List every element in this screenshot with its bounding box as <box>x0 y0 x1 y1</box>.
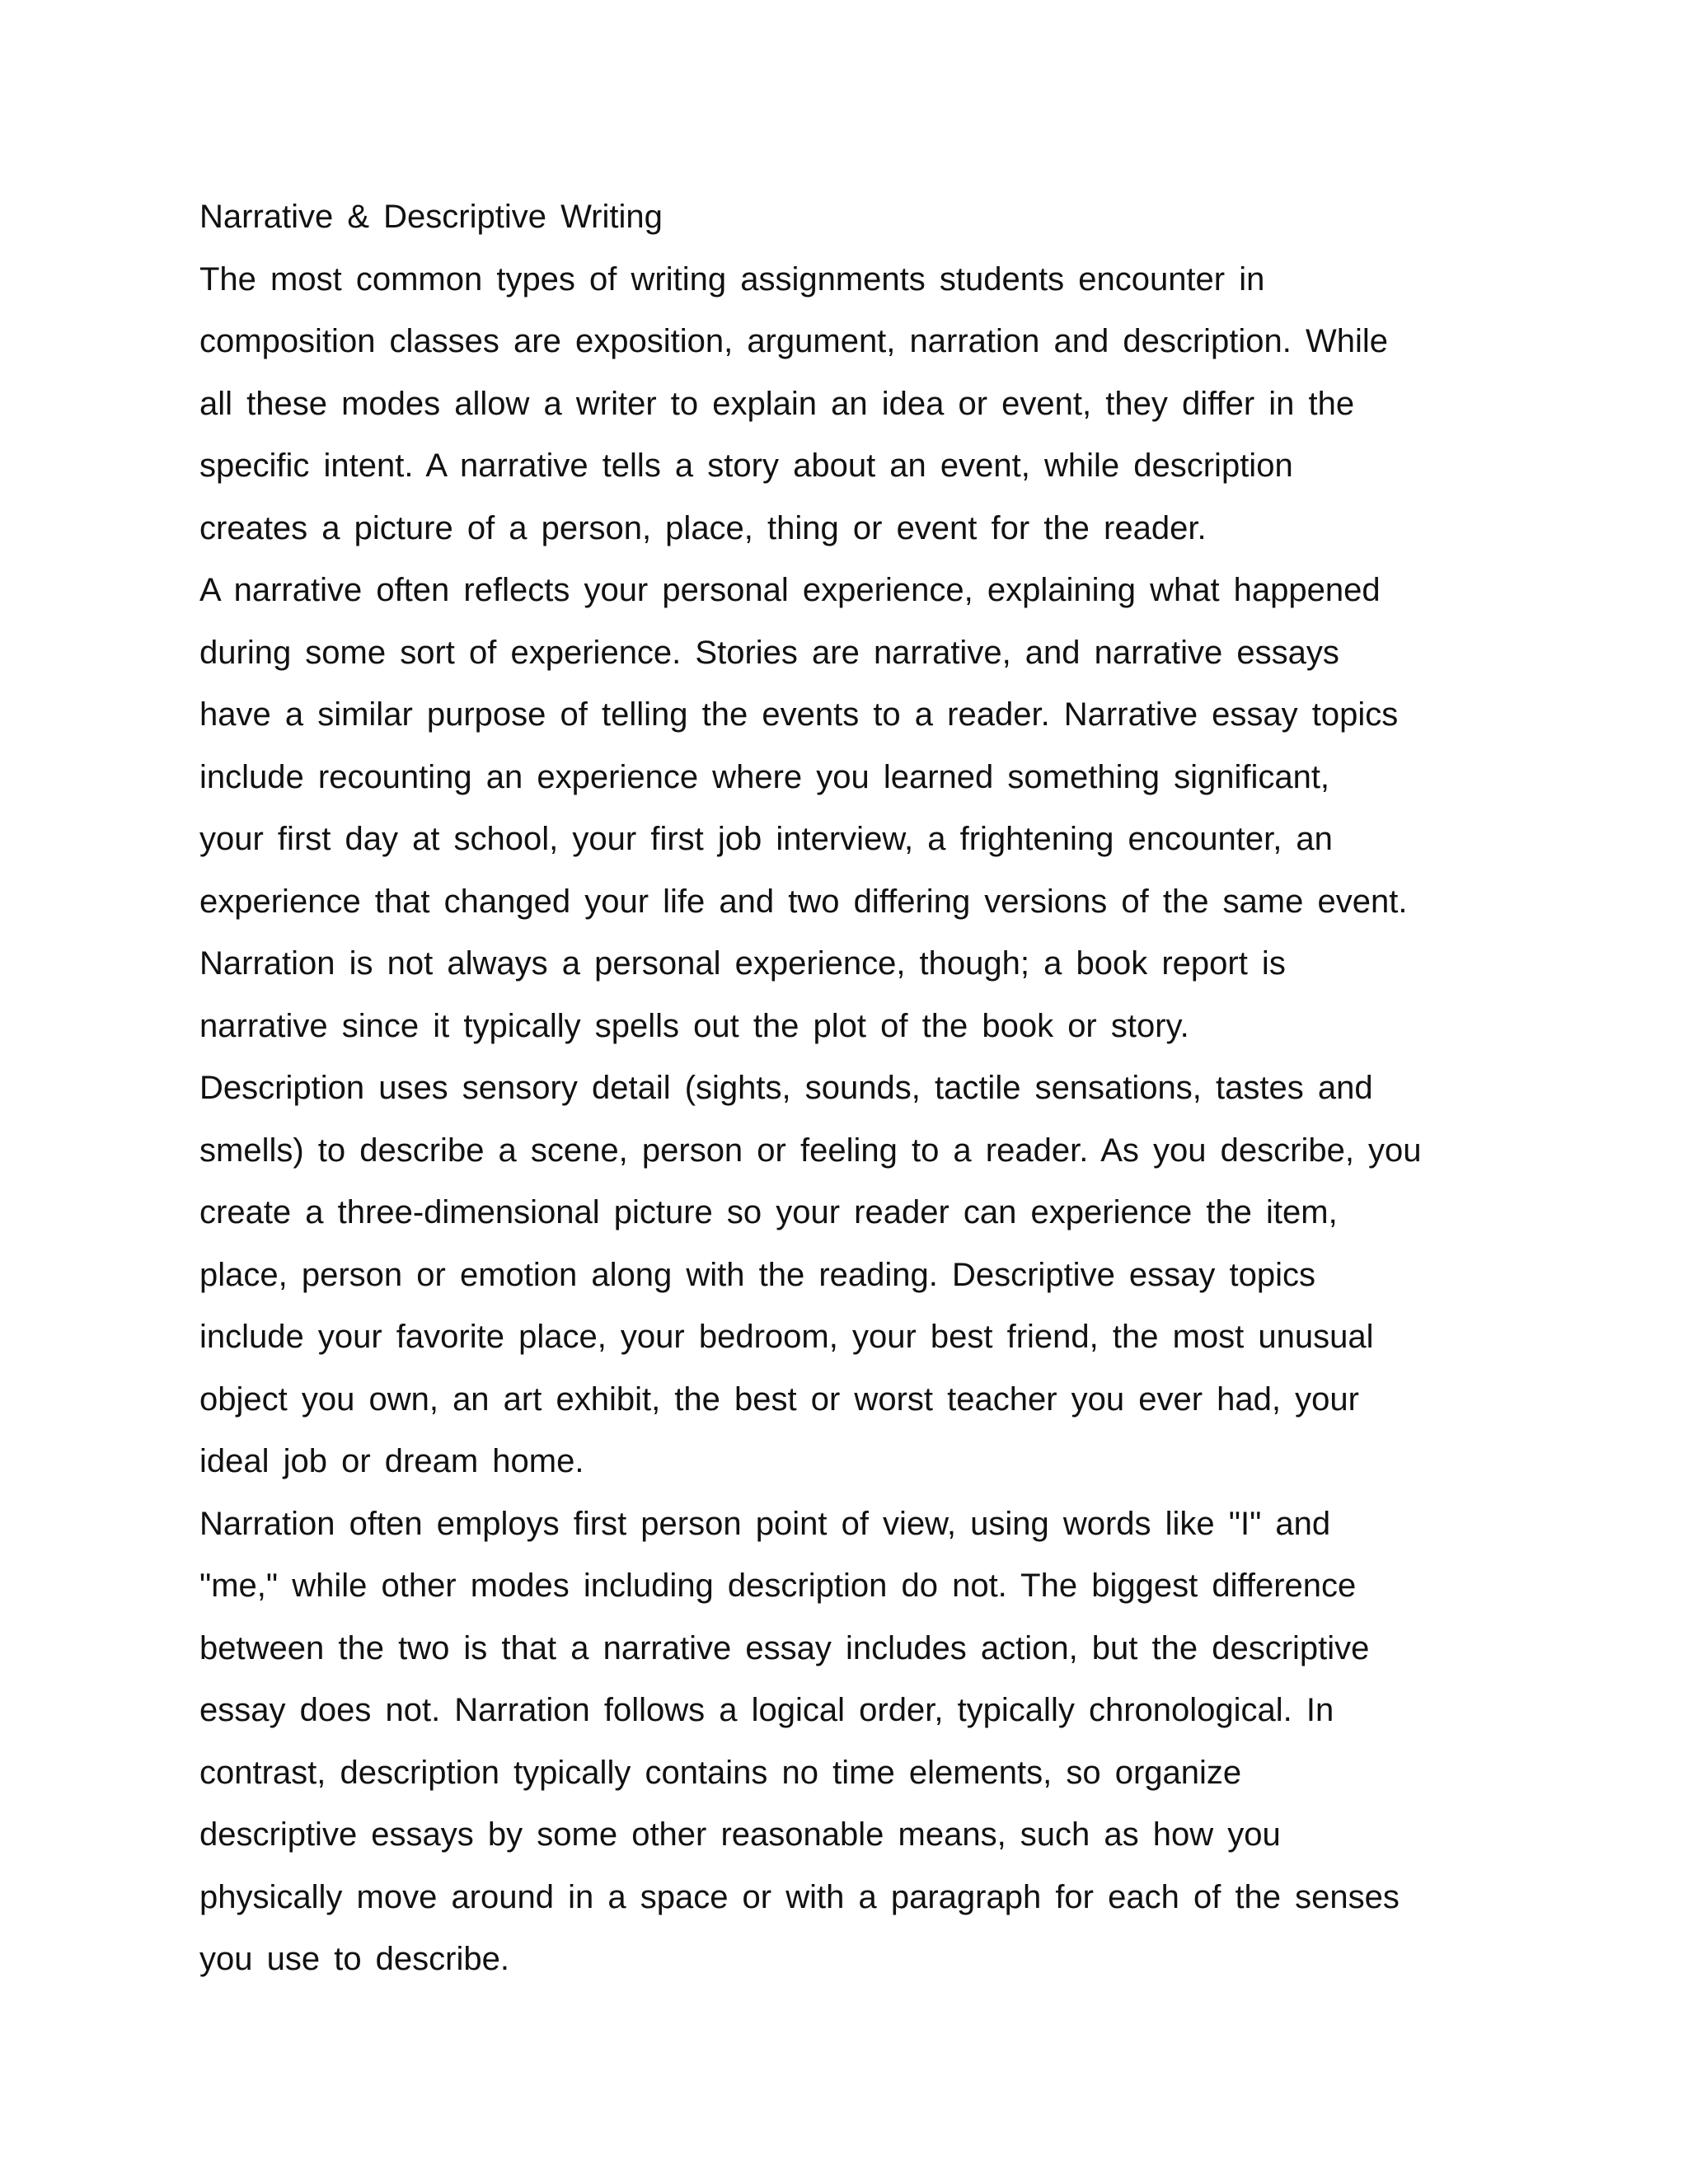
text-line: specific intent. A narrative tells a story about an event, while description <box>199 448 1293 484</box>
text-line: composition classes are exposition, argument, narration and description. While <box>199 323 1389 359</box>
text-line: place, person or emotion along with the reading. Descriptive essay topics <box>199 1256 1316 1293</box>
text-line: creates a picture of a person, place, thing or event for the reader. <box>199 509 1207 546</box>
text-line: essay does not. Narration follows a logical order, typically chronological. In <box>199 1692 1334 1728</box>
paragraph-description <box>199 1057 1551 1493</box>
text-line: object you own, an art exhibit, the best or worst teacher you ever had, your <box>199 1380 1359 1418</box>
paragraph-narrative <box>199 560 1551 1057</box>
text-line: all these modes allow a writer to explain an idea or event, they differ in the <box>199 385 1355 422</box>
text-line: descriptive essays by some other reasonable means, such as how you <box>199 1816 1281 1853</box>
text-line: include your favorite place, your bedroom, your best friend, the most unusual <box>199 1319 1374 1355</box>
text-line: during some sort of experience. Stories are narrative, and narrative essays <box>199 634 1339 671</box>
text-line: include recounting an experience where you learned something significant, <box>199 758 1330 795</box>
document-title: Narrative & Descriptive Writing <box>199 199 663 235</box>
paragraph-comparison <box>199 1493 1551 1991</box>
text-line: physically move around in a space or with a paragraph for each of the senses <box>199 1878 1400 1915</box>
text-line: have a similar purpose of telling the events to a reader. Narrative essay topics <box>199 696 1399 733</box>
text-line: smells) to describe a scene, person or feeling to a reader. As you describe, you <box>199 1132 1422 1169</box>
document-body <box>199 186 1551 1991</box>
paragraph-intro <box>199 249 1551 560</box>
text-line: create a three-dimensional picture so your reader can experience the item, <box>199 1194 1338 1230</box>
text-line: ideal job or dream home. <box>199 1443 584 1479</box>
text-line: narrative since it typically spells out the plot of the book or story. <box>199 1007 1189 1044</box>
text-line: "me," while other modes including description do not. The biggest difference <box>199 1568 1357 1604</box>
text-line: contrast, description typically contains no time elements, so organize <box>199 1754 1242 1791</box>
text-line: your first day at school, your first job interview, a frightening encounter, an <box>199 821 1333 857</box>
text-line: Description uses sensory detail (sights, sounds, tactile sensations, tastes and <box>199 1070 1373 1106</box>
text-line: Narration is not always a personal experience, though; a book report is <box>199 945 1286 982</box>
text-line: Narration often employs first person point of view, using words like "I" and <box>199 1505 1331 1542</box>
text-line: between the two is that a narrative essay includes action, but the descriptive <box>199 1629 1370 1666</box>
text-line: experience that changed your life and two differing versions of the same event. <box>199 883 1408 920</box>
text-line: you use to describe. <box>199 1941 509 1977</box>
text-line: A narrative often reflects your personal experience, explaining what happened <box>199 572 1381 608</box>
text-line: The most common types of writing assignments students encounter in <box>199 260 1265 298</box>
